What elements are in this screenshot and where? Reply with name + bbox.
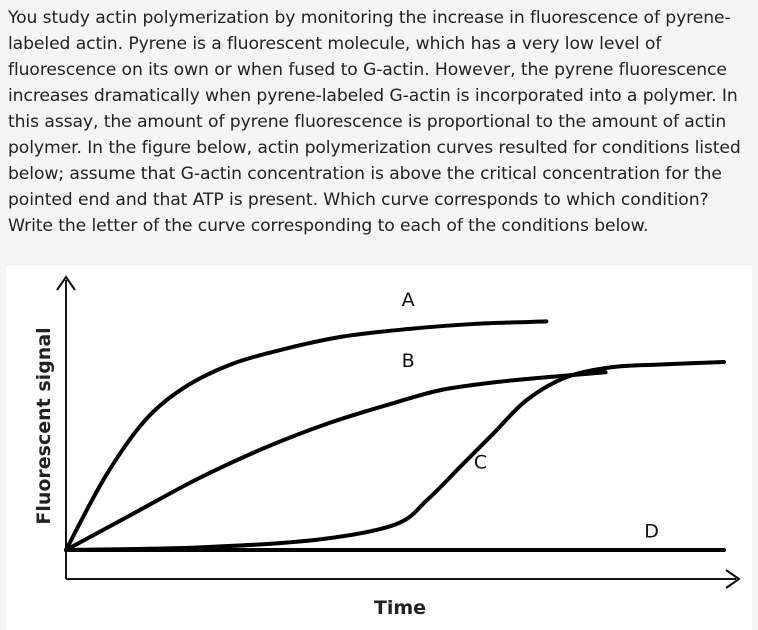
curve-c [66, 362, 724, 550]
curve-a [66, 321, 546, 550]
y-axis-label: Fluorescent signal [33, 327, 55, 525]
polymerization-chart [6, 266, 752, 630]
x-axis-label: Time [373, 597, 427, 619]
curve-label-d: D [644, 520, 659, 543]
curve-label-b: B [401, 350, 415, 373]
curve-label-c: C [473, 451, 488, 474]
chart-svg [6, 266, 752, 630]
question-text: You study actin polymerization by monitoring the increase in fluorescence of pyrene-labeled actin. Pyrene is a fluorescent molecule, which has a very low level of fluorescence on its own or when fused to G-actin. However, the pyrene fluorescence increases dramatically when pyrene-labeled G-actin is incorporated into a polymer. In this assay, the amount of pyrene fluorescence is proportional to the amount of actin polymer. In the figure below, actin polymerization curves resulted for conditions listed below; assume that G-actin concentration is above the critical concentration for the pointed end and that ATP is present. Which curve corresponds to which condition? Write the letter of the curve corresponding to each of the conditions below. [8, 8, 741, 236]
chart-axes [57, 277, 739, 588]
curve-b [66, 372, 606, 550]
curve-label-a: A [401, 289, 415, 312]
chart-curves [66, 321, 724, 550]
